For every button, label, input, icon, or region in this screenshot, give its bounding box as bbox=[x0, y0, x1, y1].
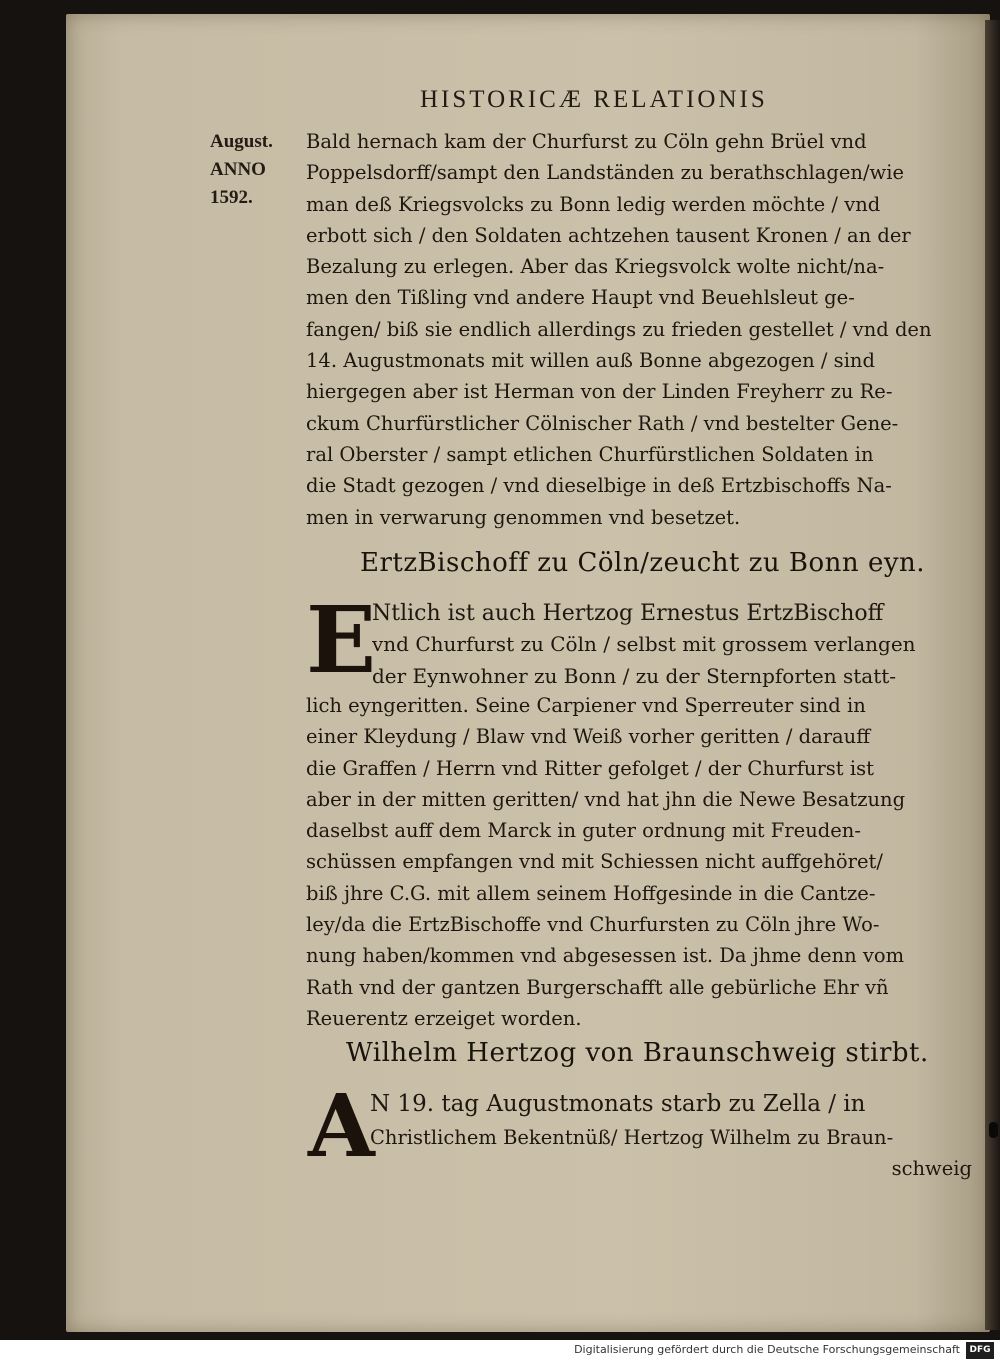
margin-note-month: August. bbox=[210, 131, 273, 152]
catchword: schweig bbox=[891, 1157, 972, 1181]
text-line: die Graffen / Herrn vnd Ritter gefolget / der Churfurst ist bbox=[306, 756, 874, 780]
margin-note-year: 1592. bbox=[210, 187, 253, 208]
binding-mark bbox=[989, 1122, 998, 1138]
text-line: 14. Augustmonats mit willen auß Bonne abgezogen / sind bbox=[306, 349, 875, 373]
paragraph-2-indented bbox=[372, 598, 972, 692]
text-line: nung haben/kommen vnd abgesessen ist. Da jhme denn vom bbox=[306, 944, 905, 968]
text-line: erbott sich / den Soldaten achtzehen tausent Kronen / an der bbox=[306, 223, 911, 247]
margin-note bbox=[210, 128, 300, 212]
text-line: ley/da die ErtzBischoffe vnd Churfursten zu Cöln jhre Wo- bbox=[306, 913, 880, 937]
text-line: der Eynwohner zu Bonn / zu der Sternpforten statt- bbox=[372, 663, 897, 688]
text-line: Ntlich ist auch Hertzog Ernestus ErtzBischoff bbox=[372, 601, 884, 626]
text-line: biß jhre C.G. mit allem seinem Hoffgesinde in die Cantze- bbox=[306, 881, 876, 905]
text-line: man deß Kriegsvolcks zu Bonn ledig werden möchte / vnd bbox=[306, 192, 881, 216]
text-line: Christlichem Bekentnüß/ Hertzog Wilhelm zu Braun- bbox=[370, 1126, 894, 1149]
decorated-initial: A bbox=[308, 1076, 375, 1177]
text-line: einer Kleydung / Blaw vnd Weiß vorher geritten / darauff bbox=[306, 725, 871, 749]
text-line: Bezalung zu erlegen. Aber das Kriegsvolck wolte nicht/na- bbox=[306, 255, 885, 279]
section-heading-1: ErtzBischoff zu Cöln/zeucht zu Bonn eyn. bbox=[360, 548, 926, 578]
text-line: schüssen empfangen vnd mit Schiessen nicht auffgehöret/ bbox=[306, 850, 883, 874]
section-heading-2: Wilhelm Hertzog von Braunschweig stirbt. bbox=[346, 1038, 929, 1068]
text-line: N 19. tag Augustmonats starb zu Zella / in bbox=[370, 1091, 866, 1117]
text-line: fangen/ biß sie endlich allerdings zu frieden gestellet / vnd den bbox=[306, 317, 932, 341]
text-line: Rath vnd der gantzen Burgerschafft alle gebürliche Ehr vñ bbox=[306, 975, 889, 999]
text-line: Bald hernach kam der Churfurst zu Cöln gehn Brüel vnd bbox=[306, 130, 867, 153]
text-line: die Stadt gezogen / vnd dieselbige in deß Ertzbischoffs Na- bbox=[306, 474, 892, 498]
paragraph-1 bbox=[306, 126, 972, 533]
running-head: HISTORICÆ RELATIONIS bbox=[420, 86, 768, 113]
text-line: men den Tißling vnd andere Haupt vnd Beuehlsleut ge- bbox=[306, 286, 855, 310]
text-line: ral Oberster / sampt etlichen Churfürstlichen Soldaten in bbox=[306, 442, 874, 466]
decorated-initial: E bbox=[306, 586, 377, 694]
text-line: aber in der mitten geritten/ vnd hat jhn die Newe Besatzung bbox=[306, 787, 906, 811]
footer-credit: Digitalisierung gefördert durch die Deutsche Forschungsgemeinschaft bbox=[574, 1343, 960, 1356]
text-line: daselbst auff dem Marck in guter ordnung mit Freuden- bbox=[306, 819, 861, 843]
dfg-logo-icon[interactable]: DFG bbox=[966, 1342, 994, 1359]
text-line: ckum Churfürstlicher Cölnischer Rath / vnd bestelter Gene- bbox=[306, 411, 899, 435]
text-line: hiergegen aber ist Herman von der Linden Freyherr zu Re- bbox=[306, 380, 893, 404]
text-line: lich eyngeritten. Seine Carpiener vnd Sperreuter sind in bbox=[306, 694, 866, 717]
text-line: men in verwarung genommen vnd besetzet. bbox=[306, 505, 741, 529]
text-line: Poppelsdorff/sampt den Landständen zu berathschlagen/wie bbox=[306, 161, 904, 185]
paragraph-3 bbox=[370, 1086, 972, 1185]
text-line: Reuerentz erzeiget worden. bbox=[306, 1006, 582, 1030]
margin-note-anno: ANNO bbox=[210, 159, 266, 180]
text-line: vnd Churfurst zu Cöln / selbst mit grossem verlangen bbox=[372, 632, 916, 657]
paragraph-2 bbox=[306, 690, 972, 1034]
